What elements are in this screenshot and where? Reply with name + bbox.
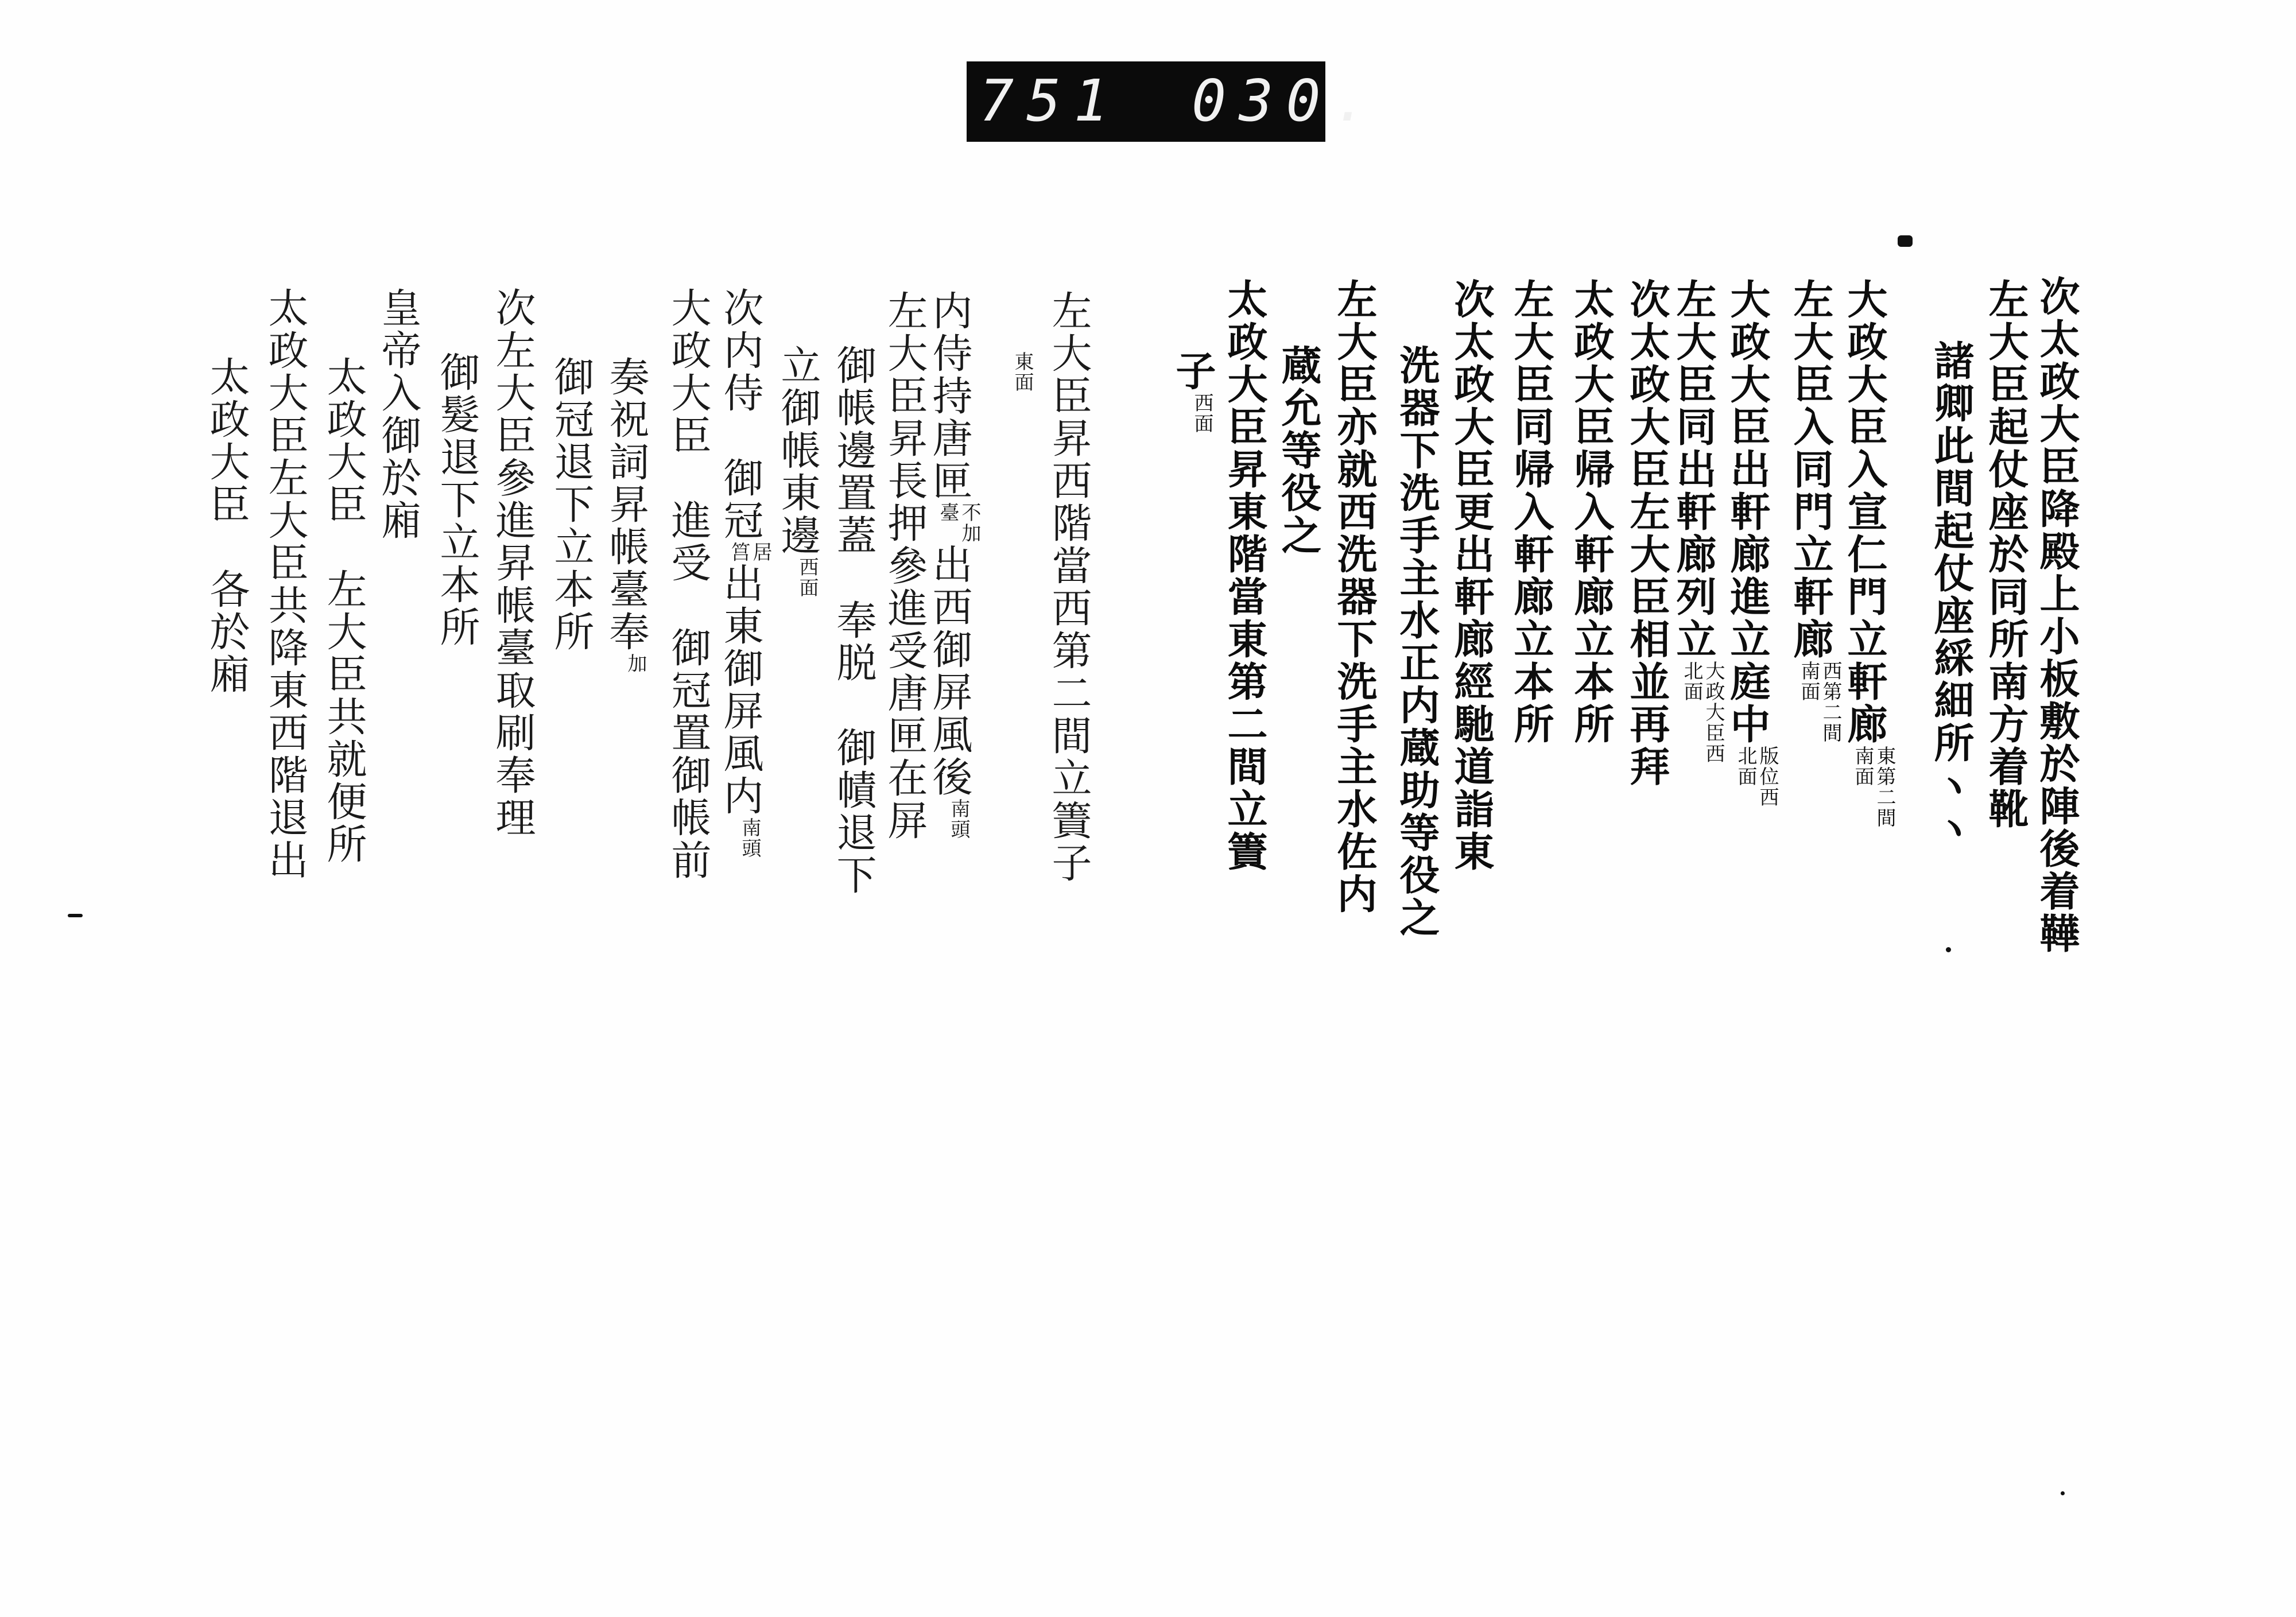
column-text: 蔵允等役之 (1275, 344, 1322, 557)
interlinear-note (1852, 746, 1895, 828)
column-text: 太政大臣 左大臣共就便所 (320, 356, 367, 866)
text-column (1330, 278, 1378, 916)
text-column (1169, 350, 1217, 434)
column-text: 次太政大臣更出軒廊經馳道詣東 (1448, 278, 1495, 873)
interlinear-note (937, 502, 980, 544)
catalogue-number-part-1: 751 (979, 67, 1121, 134)
column-text: 太政大臣左大臣共降東西階退出 (262, 287, 309, 882)
note-line: 筥 (727, 542, 750, 563)
note-line: 臺 (936, 502, 959, 523)
column-text: 御冠退下立本所 (548, 356, 595, 653)
interlinear-note (625, 653, 646, 674)
column-text: 出東御屏風内 (717, 563, 764, 817)
text-column (1220, 278, 1269, 873)
note-line: 西面 (1190, 393, 1213, 434)
column-text: 洗器下洗手主水正内蔵助等役之 (1393, 344, 1441, 939)
text-column (1567, 278, 1615, 746)
column-text: 左大臣昇西階當西第二間立簀子 (1045, 290, 1092, 885)
column-text: 出西御屏風後 (926, 544, 973, 798)
note-line: 東面 (1011, 351, 1034, 393)
note-line: 東第二間 (1873, 746, 1896, 828)
text-column (203, 356, 251, 696)
interlinear-note (796, 557, 818, 598)
text-column (1393, 344, 1441, 939)
column-text: 諸卿此間起仗座綵細所ヽヽ (1927, 340, 1975, 850)
column-text: 左大臣同帰入軒廊立本所 (1507, 278, 1555, 746)
column-text: 左大臣起仗座於同所南方着靴 (1982, 278, 2030, 831)
text-column (1927, 340, 1975, 850)
text-column (1981, 278, 2030, 831)
text-column (320, 356, 368, 866)
interlinear-note (1681, 661, 1724, 764)
text-column (1507, 278, 1555, 746)
interlinear-note (1735, 746, 1778, 808)
column-text: 次内侍 御冠 (717, 287, 764, 542)
text-column (2033, 276, 2081, 955)
text-column (881, 290, 929, 842)
catalogue-number-label (967, 61, 1380, 142)
text-column (1274, 344, 1322, 557)
interlinear-note (739, 817, 761, 859)
text-column (1670, 278, 1727, 764)
column-text: 御髮退下立本所 (433, 351, 480, 649)
column-text: 立御帳東邊 (774, 344, 821, 557)
text-column (433, 351, 481, 649)
text-column (1447, 278, 1495, 873)
text-column (488, 287, 537, 839)
text-column (261, 287, 309, 882)
interlinear-note (1798, 661, 1841, 743)
column-text: 次太政大臣左大臣相並再拜 (1623, 278, 1671, 788)
column-text: 大政大臣出軒廊進立庭中 (1724, 278, 1771, 746)
interlinear-note (948, 798, 969, 840)
note-line: 加 (624, 653, 647, 674)
column-text: 太政大臣昇東階當東第二間立簀 (1221, 278, 1269, 873)
note-line: 大政大臣西 (1702, 661, 1725, 764)
interlinear-note (1011, 351, 1033, 393)
note-line: 不加 (958, 502, 981, 544)
note-line: 北面 (1680, 661, 1703, 702)
interlinear-note (1191, 393, 1213, 434)
column-text: 左大臣同出軒廊列立 (1670, 278, 1717, 661)
note-line: 南面 (1797, 661, 1820, 702)
column-text: 奏祝詞昇帳臺奉 (603, 356, 650, 653)
text-column (829, 344, 878, 897)
column-text: 左大臣入同門立軒廊 (1787, 278, 1835, 661)
column-text: 大政大臣入宣仁門立軒廊 (1841, 278, 1888, 746)
column-text: 太政大臣 各於廂 (203, 356, 250, 696)
note-line: 北面 (1734, 746, 1757, 787)
note-line: 西面 (796, 557, 819, 598)
text-column (1841, 278, 1898, 828)
column-text: 子 (1169, 350, 1217, 393)
column-text: 次太政大臣降殿上小板敷於陣後着鞾 (2033, 276, 2081, 955)
note-line: 南頭 (738, 817, 761, 859)
text-column (1045, 290, 1093, 885)
column-text: 皇帝入御於廂 (375, 287, 422, 542)
scan-speck (1898, 235, 1913, 247)
column-text: 御帳邊置蓋 奉脱 御幘退下 (830, 344, 877, 897)
note-line: 居 (749, 542, 772, 563)
note-line: 版位西 (1756, 746, 1779, 808)
column-text: 内侍持唐匣 (926, 290, 973, 502)
text-column (602, 356, 650, 674)
text-column (1787, 278, 1844, 743)
interlinear-note (728, 542, 771, 563)
text-column (774, 344, 822, 598)
text-column (1623, 278, 1671, 788)
scan-speck (2061, 1491, 2065, 1495)
scan-speck (68, 914, 83, 917)
catalogue-number-part-2: 030. (1192, 67, 1380, 134)
text-column (374, 287, 422, 542)
column-text: 左大臣亦就西洗器下洗手主水佐内 (1331, 278, 1378, 916)
text-column (989, 351, 1037, 393)
text-column (547, 356, 595, 653)
text-column (926, 290, 983, 840)
note-line: 南頭 (947, 798, 970, 840)
text-column (664, 287, 712, 882)
column-text: 太政大臣帰入軒廊立本所 (1568, 278, 1615, 746)
column-text: 次左大臣參進昇帳臺取刷奉理 (489, 287, 536, 839)
column-text: 大政大臣 進受 御冠置御帳前 (665, 287, 712, 882)
note-line: 西第二間 (1819, 661, 1842, 743)
column-text: 左大臣昇長押參進受唐匣在屏 (881, 290, 928, 842)
scan-speck (1946, 947, 1951, 952)
note-line: 南面 (1851, 746, 1874, 787)
text-column (717, 287, 774, 859)
text-column (1724, 278, 1781, 808)
